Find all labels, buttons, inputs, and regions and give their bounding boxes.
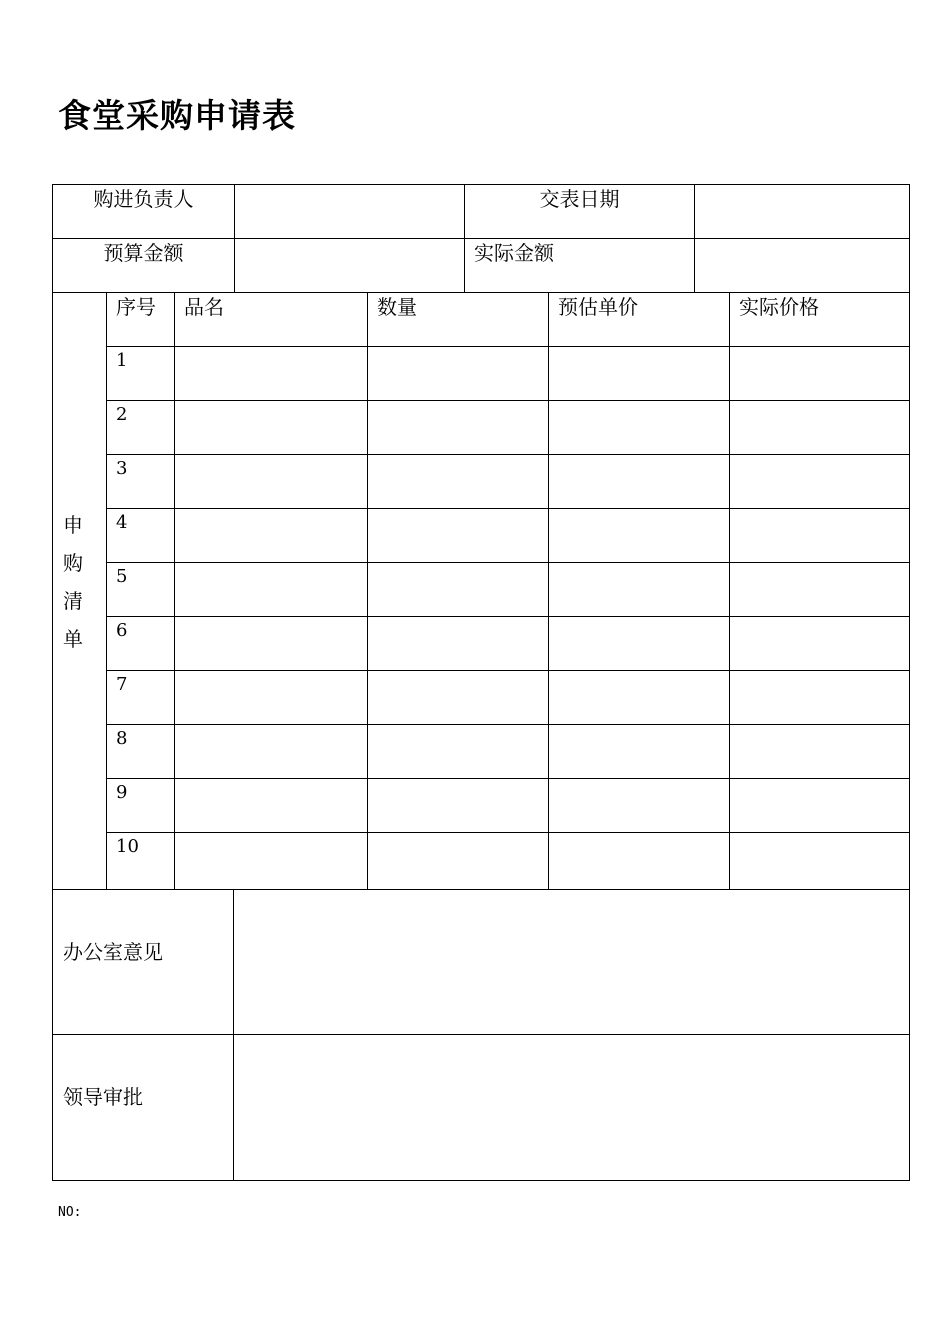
cell-no: 9: [116, 782, 128, 803]
purchase-request-form: [52, 184, 910, 1181]
cell-item-name[interactable]: [174, 725, 367, 778]
cell-item-name[interactable]: [174, 617, 367, 670]
office-opinion-field[interactable]: [233, 890, 909, 1034]
form-number-label: NO:: [58, 1205, 82, 1220]
cell-actual-price[interactable]: [729, 563, 909, 616]
cell-quantity[interactable]: [367, 617, 548, 670]
col-header-qty: 数量: [367, 293, 548, 346]
table-row: [107, 401, 909, 455]
cell-item-name[interactable]: [174, 401, 367, 454]
actual-amount-field[interactable]: [694, 239, 909, 292]
header-row-budget: [53, 239, 909, 293]
cell-est-price[interactable]: [548, 779, 729, 832]
cell-quantity[interactable]: [367, 779, 548, 832]
cell-est-price[interactable]: [548, 401, 729, 454]
cell-actual-price[interactable]: [729, 833, 909, 889]
leader-approval-label: 领导审批: [63, 1085, 143, 1109]
cell-actual-price[interactable]: [729, 401, 909, 454]
cell-item-name[interactable]: [174, 455, 367, 508]
budget-field[interactable]: [234, 239, 464, 292]
cell-actual-price[interactable]: [729, 347, 909, 400]
table-row: [107, 671, 909, 725]
cell-item-name[interactable]: [174, 563, 367, 616]
date-label: 交表日期: [464, 185, 694, 238]
table-row: [107, 725, 909, 779]
table-row: [107, 563, 909, 617]
cell-actual-price[interactable]: [729, 779, 909, 832]
cell-no: 4: [116, 512, 128, 533]
cell-quantity[interactable]: [367, 833, 548, 889]
col-header-est-price: 预估单价: [548, 293, 729, 346]
leader-approval-row: [53, 1035, 909, 1180]
buyer-label: 购进负责人: [93, 187, 194, 211]
table-row: [107, 617, 909, 671]
cell-no: 1: [116, 350, 128, 371]
cell-est-price[interactable]: [548, 509, 729, 562]
cell-est-price[interactable]: [548, 671, 729, 724]
cell-quantity[interactable]: [367, 725, 548, 778]
cell-no: 2: [116, 404, 128, 425]
cell-item-name[interactable]: [174, 833, 367, 889]
table-row: [107, 509, 909, 563]
cell-quantity[interactable]: [367, 401, 548, 454]
cell-actual-price[interactable]: [729, 671, 909, 724]
cell-actual-price[interactable]: [729, 455, 909, 508]
cell-quantity[interactable]: [367, 671, 548, 724]
cell-item-name[interactable]: [174, 671, 367, 724]
cell-quantity[interactable]: [367, 509, 548, 562]
cell-est-price[interactable]: [548, 563, 729, 616]
cell-item-name[interactable]: [174, 779, 367, 832]
date-field[interactable]: [694, 185, 909, 238]
table-row: [107, 779, 909, 833]
cell-est-price[interactable]: [548, 833, 729, 889]
form-title: 食堂采购申请表: [58, 96, 296, 135]
col-header-name: 品名: [174, 293, 367, 346]
cell-no: 8: [116, 728, 128, 749]
office-opinion-row: [53, 890, 909, 1035]
buyer-field[interactable]: [234, 185, 464, 238]
cell-item-name[interactable]: [174, 347, 367, 400]
cell-quantity[interactable]: [367, 347, 548, 400]
cell-est-price[interactable]: [548, 455, 729, 508]
budget-label: 预算金额: [103, 241, 184, 265]
cell-no: 3: [116, 458, 128, 479]
purchase-list-section: [53, 293, 909, 890]
cell-no: 5: [116, 566, 128, 587]
table-row: [107, 347, 909, 401]
cell-item-name[interactable]: [174, 509, 367, 562]
cell-actual-price[interactable]: [729, 509, 909, 562]
cell-quantity[interactable]: [367, 563, 548, 616]
cell-no: 10: [116, 836, 139, 857]
cell-est-price[interactable]: [548, 617, 729, 670]
cell-actual-price[interactable]: [729, 617, 909, 670]
cell-actual-price[interactable]: [729, 725, 909, 778]
leader-approval-field[interactable]: [233, 1035, 909, 1180]
cell-est-price[interactable]: [548, 725, 729, 778]
actual-amount-label: 实际金额: [464, 239, 694, 292]
cell-no: 7: [116, 674, 128, 695]
purchase-list-grid: [107, 293, 909, 889]
cell-est-price[interactable]: [548, 347, 729, 400]
col-header-actual-price: 实际价格: [729, 293, 909, 346]
table-row: [107, 833, 909, 889]
header-row-buyer: [53, 185, 909, 239]
office-opinion-label: 办公室意见: [63, 940, 163, 964]
list-header-row: [107, 293, 909, 347]
cell-quantity[interactable]: [367, 455, 548, 508]
table-row: [107, 455, 909, 509]
col-header-no: 序号: [116, 295, 156, 319]
purchase-list-label-cell: [53, 293, 107, 889]
purchase-list-label: 申购清单: [63, 513, 83, 651]
cell-no: 6: [116, 620, 128, 641]
